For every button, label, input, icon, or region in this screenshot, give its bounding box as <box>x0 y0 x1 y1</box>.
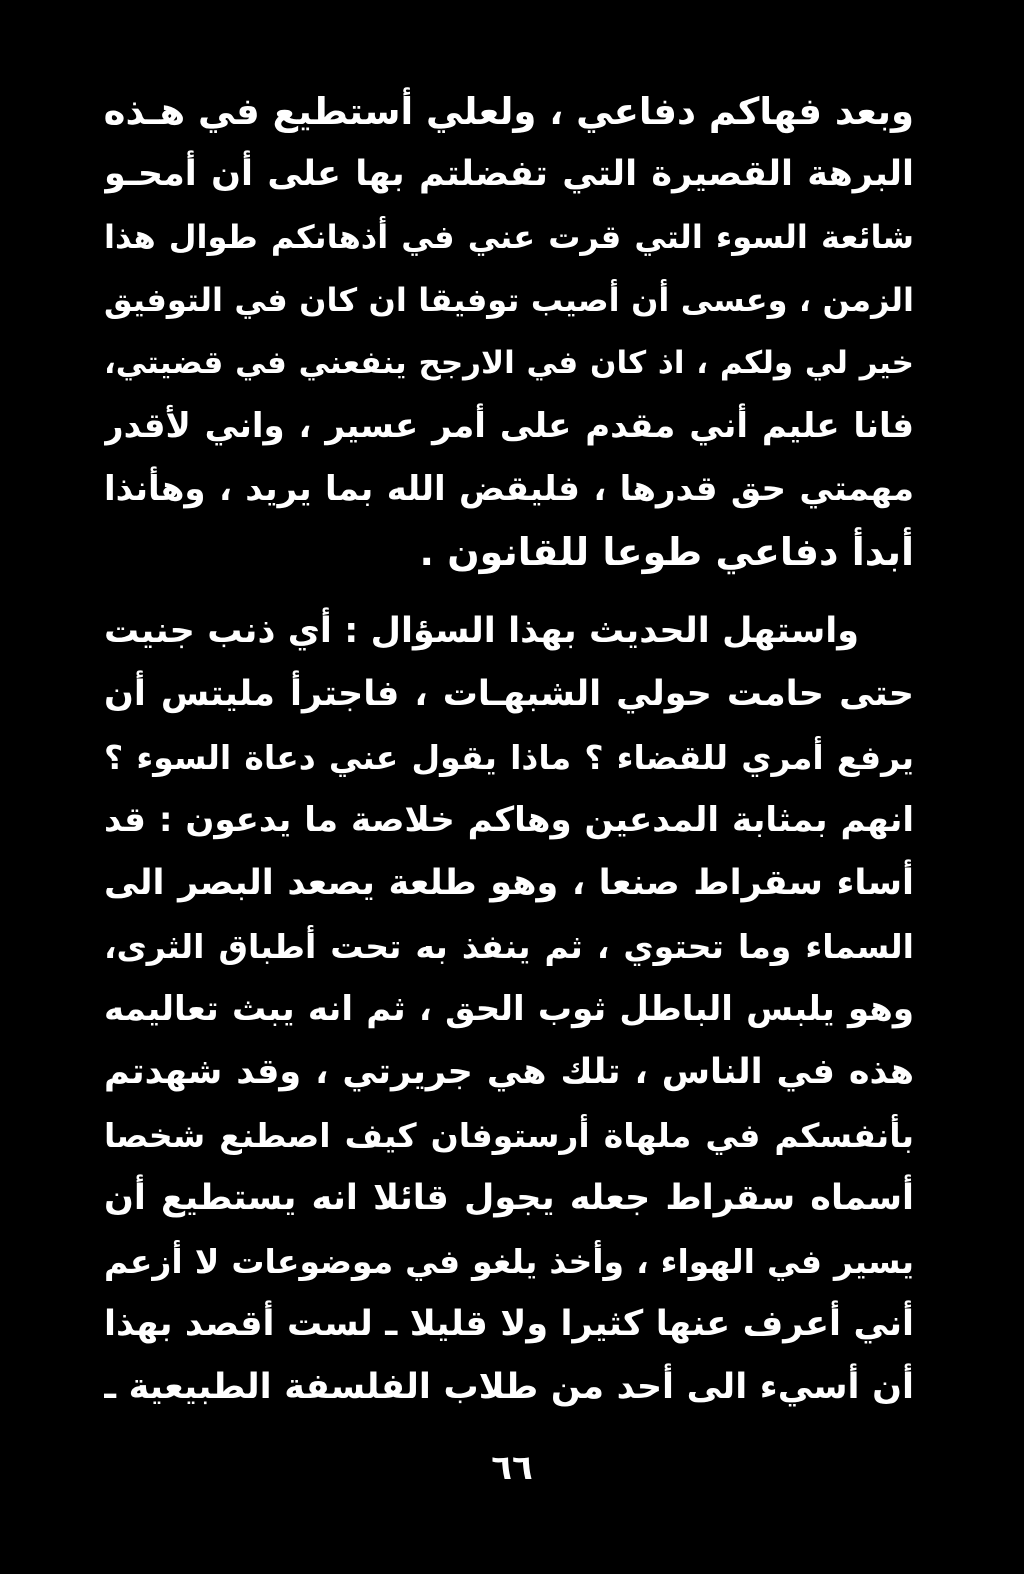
text-line: أني أعرف عنها كثيرا ولا قليلا ـ لست أقصد بهذا <box>104 1304 914 1344</box>
text-line: يرفع أمري للقضاء ؟ ماذا يقول عني دعاة السوء ؟ <box>104 738 914 777</box>
text-line: فانا عليم أني مقدم على أمر عسير ، واني لأقدر <box>104 406 914 446</box>
text-line: أن أسيء الى أحد من طلاب الفلسفة الطبيعية ـ <box>104 1367 914 1407</box>
text-line: واستهل الحديث بهذا السؤال : أي ذنب جنيت <box>104 611 859 651</box>
text-line: أساء سقراط صنعا ، وهو طلعة يصعد البصر الى <box>104 863 914 903</box>
text-line: شائعة السوء التي قرت عني في أذهانكم طوال هذا <box>104 218 914 256</box>
text-line: وهو يلبس الباطل ثوب الحق ، ثم انه يبث تعاليمه <box>104 989 914 1029</box>
text-line: مهمتي حق قدرها ، فليقض الله بما يريد ، وهأنذا <box>104 469 914 509</box>
paragraph-1 <box>104 80 914 584</box>
text-line: يسير في الهواء ، وأخذ يلغو في موضوعات لا أزعم <box>104 1242 914 1281</box>
text-line: انهم بمثابة المدعين وهاكم خلاصة ما يدعون : قد <box>104 800 914 840</box>
text-line: أسماه سقراط جعله يجول قائلا انه يستطيع أن <box>104 1178 914 1218</box>
text-line: هذه في الناس ، تلك هي جريرتي ، وقد شهدتم <box>104 1052 914 1092</box>
text-line: بأنفسكم في ملهاة أرستوفان كيف اصطنع شخصا <box>104 1116 914 1155</box>
text-line: أبدأ دفاعي طوعا للقانون . <box>419 530 914 574</box>
paragraph-2 <box>104 600 914 1419</box>
text-line: البرهة القصيرة التي تفضلتم بها على أن أمحـو <box>104 154 914 194</box>
text-line: السماء وما تحتوي ، ثم ينفذ به تحت أطباق الثرى، <box>104 927 914 966</box>
page-number: ٦٦ <box>491 1448 533 1488</box>
text-line: خير لي ولكم ، اذ كان في الارجح ينفعني في قضيتي، <box>104 345 914 381</box>
text-line: الزمن ، وعسى أن أصيب توفيقا ان كان في التوفيق <box>104 281 914 319</box>
text-line: حتى حامت حولي الشبهـات ، فاجترأ مليتس أن <box>104 674 914 714</box>
text-line: وبعد فهاكم دفاعي ، ولعلي أستطيع في هـذه <box>104 90 914 133</box>
